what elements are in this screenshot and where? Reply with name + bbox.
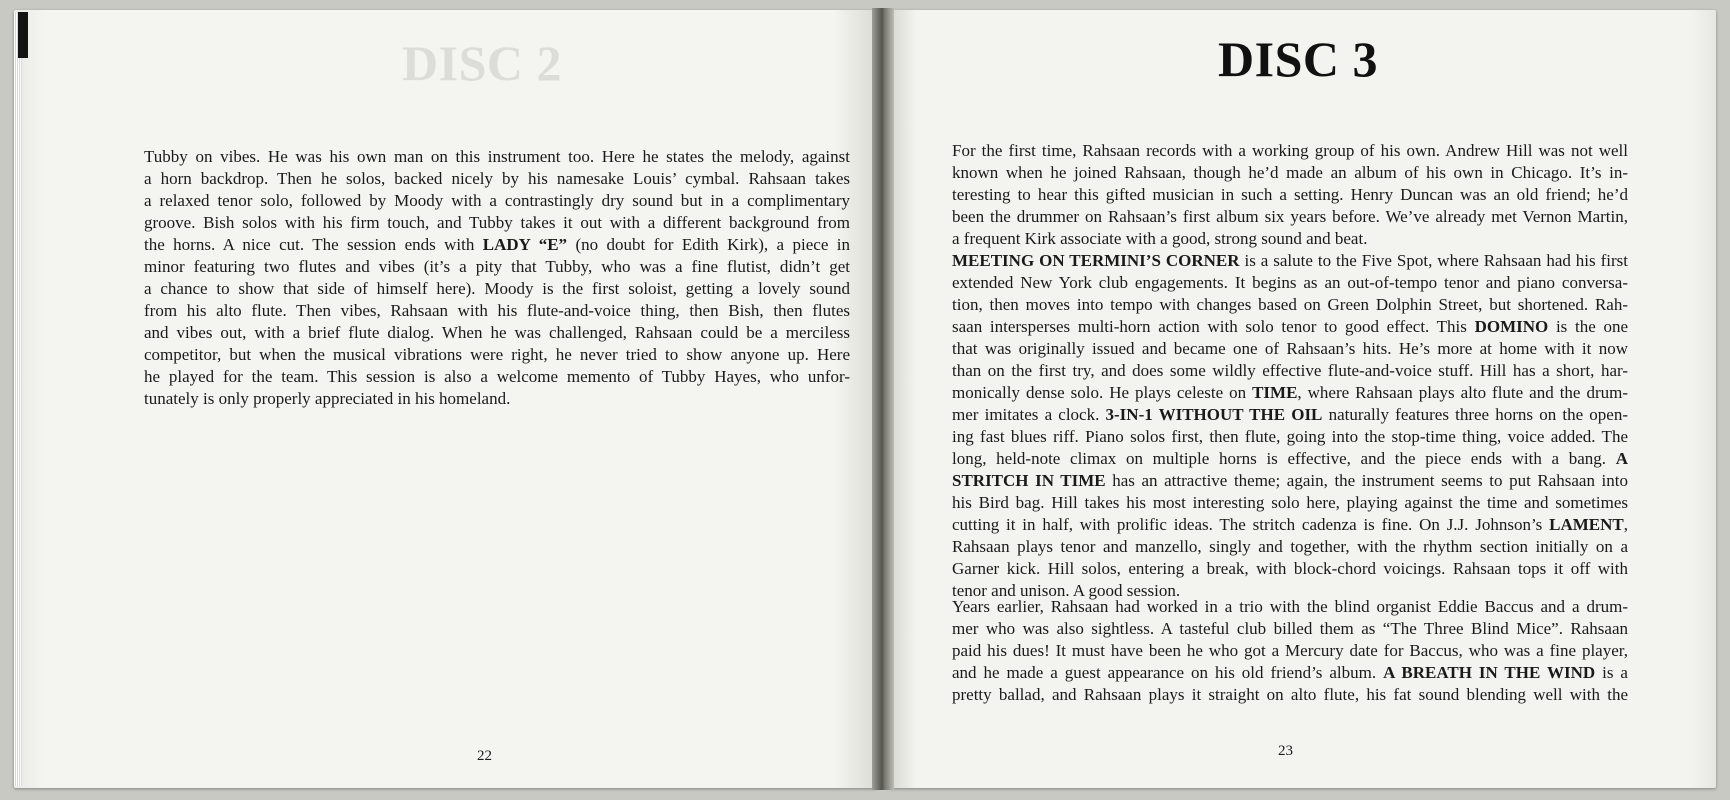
text-line: Rahsaan plays tenor and manzello, singly and together, with the rhythm section initially on a	[952, 537, 1628, 556]
text-line: tion, then moves into tempo with changes based on Green Dolphin Street, but shortened. Rah-	[952, 295, 1628, 314]
track-title: LADY “E”	[482, 235, 568, 254]
text-line: competitor, but when the musical vibrations were right, he never tried to show anyone up. Here	[144, 345, 850, 364]
text-line: a relaxed tenor solo, followed by Moody with a contrastingly dry sound but in a complimentary	[144, 191, 850, 210]
text-line: he played for the team. This session is also a welcome memento of Tubby Hayes, who unfor-	[144, 367, 850, 386]
page-edges	[14, 12, 22, 786]
text-line: from his alto flute. Then vibes, Rahsaan with his flute-and-voice thing, then Bish, then flutes	[144, 301, 850, 320]
text-line: groove. Bish solos with his firm touch, and Tubby takes it out with a different background from	[144, 213, 850, 232]
ghost-heading: DISC 2	[402, 35, 562, 91]
text-line: mer who was also sightless. A tasteful club billed them as “The Three Blind Mice”. Rahsaan	[952, 619, 1628, 638]
track-title: DOMINO	[1474, 317, 1549, 336]
left-page-text	[144, 146, 850, 410]
text-line: mer imitates a clock. 3-IN-1 WITHOUT THE OIL naturally features three horns on the open-	[952, 405, 1628, 424]
right-page-text	[952, 140, 1628, 602]
text-line: and he made a guest appearance on his old friend’s album. A BREATH IN THE WIND is a	[952, 663, 1628, 682]
text-line: been the drummer on Rahsaan’s first album six years before. We’ve already met Vernon Martin,	[952, 207, 1628, 226]
track-title: 3-IN-1 WITHOUT THE OIL	[1105, 405, 1323, 424]
text-line: monically dense solo. He plays celeste on TIME, where Rahsaan plays alto flute and the drum-	[952, 383, 1628, 402]
book-spine	[872, 8, 894, 790]
track-title: LAMENT	[1549, 515, 1624, 534]
page-title: DISC 3	[1218, 31, 1378, 87]
text-line: a frequent Kirk associate with a good, strong sound and beat.	[952, 229, 1368, 248]
track-title: A BREATH IN THE WIND	[1383, 663, 1596, 682]
track-title: TIME	[1252, 383, 1298, 402]
text-line: than on the first try, and does some wildly effective flute-and-voice stuff. Hill has a short, har-	[952, 361, 1628, 380]
text-line: cutting it in half, with prolific ideas. The stritch cadenza is fine. On J.J. Johnson’s LAMENT,	[952, 515, 1628, 534]
text-line: and vibes out, with a brief flute dialog. When he was challenged, Rahsaan could be a merciless	[144, 323, 850, 342]
text-line: paid his dues! It must have been he who got a Mercury date for Baccus, who was a fine player,	[952, 641, 1628, 660]
text-line: that was originally issued and became one of Rahsaan’s hits. He’s more at home with it now	[952, 339, 1628, 358]
text-line: the horns. A nice cut. The session ends with LADY “E” (no doubt for Edith Kirk), a piece in	[144, 235, 850, 254]
text-line: his Bird bag. Hill takes his most interesting solo here, playing against the time and sometimes	[952, 493, 1628, 512]
text-line: pretty ballad, and Rahsaan plays it straight on alto flute, his fat sound blending well with the	[952, 685, 1628, 704]
text-line: extended New York club engagements. It begins as an out-of-tempo tenor and piano conversa-	[952, 273, 1628, 292]
text-line: long, held-note climax on multiple horns is effective, and the piece ends with a bang. A	[952, 449, 1628, 468]
text-line: Years earlier, Rahsaan had worked in a trio with the blind organist Eddie Baccus and a drum-	[952, 597, 1628, 616]
text-line: ing fast blues riff. Piano solos first, then flute, going into the stop-time thing, voice added. The	[952, 427, 1628, 446]
text-line: teresting to hear this gifted musician in such a setting. Henry Duncan was an old friend; he’d	[952, 185, 1628, 204]
text-line: a horn backdrop. Then he solos, backed nicely by his namesake Louis’ cymbal. Rahsaan takes	[144, 169, 850, 188]
track-title: STRITCH IN TIME	[952, 471, 1106, 490]
track-title: A	[1615, 449, 1628, 468]
text-line: Garner kick. Hill solos, entering a break, with block-chord voicings. Rahsaan tops it off with	[952, 559, 1628, 578]
text-line: saan intersperses multi-horn action with solo tenor to good effect. This DOMINO is the one	[952, 317, 1628, 336]
text-line: minor featuring two flutes and vibes (it’s a pity that Tubby, who was a fine flutist, didn’t get	[144, 257, 850, 276]
right-page-text-2	[952, 596, 1628, 706]
text-line: a chance to show that side of himself here). Moody is the first soloist, getting a lovely sound	[144, 279, 850, 298]
page-number-left: 22	[477, 748, 492, 764]
text-line: tenor and unison. A good session.	[952, 581, 1181, 600]
text-line: tunately is only properly appreciated in his homeland.	[144, 389, 511, 408]
text-line: For the first time, Rahsaan records with a working group of his own. Andrew Hill was not well	[952, 141, 1628, 160]
track-title: MEETING ON TERMINI’S CORNER	[952, 251, 1240, 270]
text-line: MEETING ON TERMINI’S CORNER is a salute to the Five Spot, where Rahsaan had his first	[952, 251, 1628, 270]
text-line: Tubby on vibes. He was his own man on this instrument too. Here he states the melody, against	[144, 147, 850, 166]
text-line: known when he joined Rahsaan, though he’d made an album of his own in Chicago. It’s in-	[952, 163, 1628, 182]
bookmark-tab	[18, 12, 28, 58]
page-number-right: 23	[1278, 743, 1293, 759]
text-line: STRITCH IN TIME has an attractive theme; again, the instrument seems to put Rahsaan into	[952, 471, 1629, 490]
